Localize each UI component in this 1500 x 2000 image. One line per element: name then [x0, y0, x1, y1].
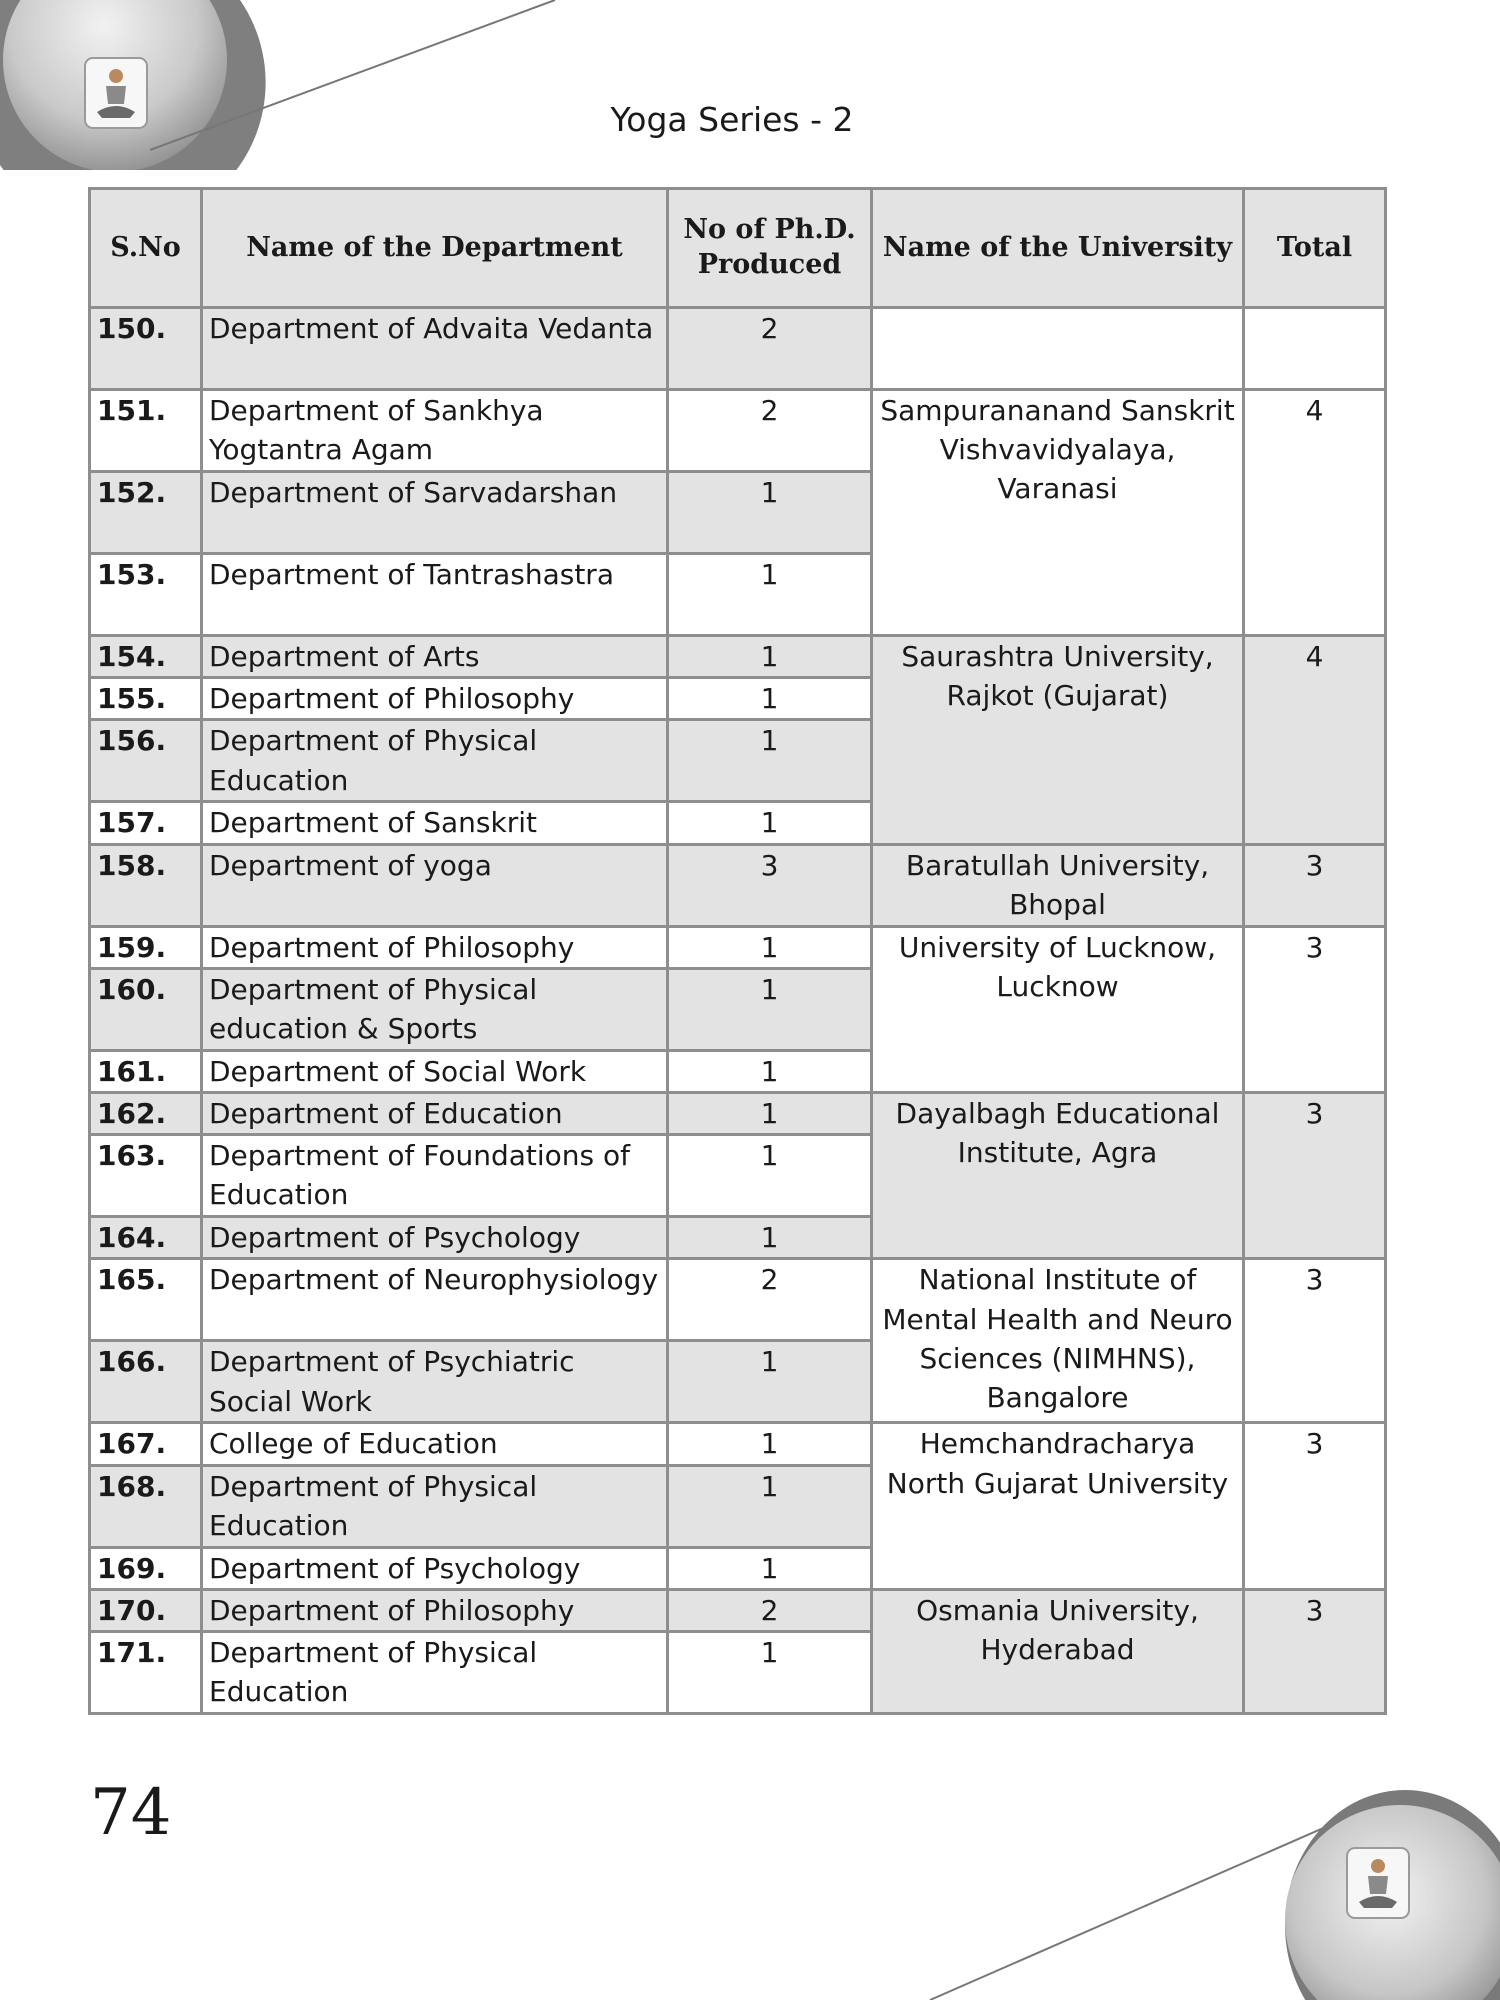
department-cell: Department of Social Work	[202, 1050, 668, 1092]
yoga-meditation-icon	[1347, 1848, 1409, 1918]
department-cell: Department of Foundations of Education	[202, 1135, 668, 1217]
sno-cell: 155.	[90, 678, 202, 720]
phd-count-cell: 1	[668, 636, 872, 678]
sno-cell: 163.	[90, 1135, 202, 1217]
university-cell: Baratullah University, Bhopal	[872, 844, 1244, 926]
sno-cell: 171.	[90, 1631, 202, 1713]
column-header-university: Name of the University	[872, 189, 1244, 308]
sno-cell: 158.	[90, 844, 202, 926]
phd-count-cell: 1	[668, 1217, 872, 1259]
phd-count-cell: 1	[668, 1135, 872, 1217]
column-header-department: Name of the Department	[202, 189, 668, 308]
total-cell: 3	[1244, 926, 1386, 1092]
total-cell: 4	[1244, 390, 1386, 636]
sno-cell: 165.	[90, 1259, 202, 1341]
department-cell: Department of Arts	[202, 636, 668, 678]
university-cell: Saurashtra University, Rajkot (Gujarat)	[872, 636, 1244, 845]
phd-count-cell: 2	[668, 390, 872, 472]
total-cell	[1244, 308, 1386, 390]
phd-count-cell: 1	[668, 678, 872, 720]
university-cell: Dayalbagh Educational Institute, Agra	[872, 1092, 1244, 1258]
table-row	[90, 926, 1386, 968]
column-header-phd-produced: No of Ph.D. Produced	[668, 189, 872, 308]
column-header-sno: S.No	[90, 189, 202, 308]
phd-count-cell: 1	[668, 1631, 872, 1713]
table-header-row	[90, 189, 1386, 308]
phd-count-cell: 2	[668, 308, 872, 390]
phd-count-cell: 1	[668, 926, 872, 968]
university-cell: University of Lucknow, Lucknow	[872, 926, 1244, 1092]
department-cell: College of Education	[202, 1423, 668, 1465]
total-cell: 3	[1244, 1259, 1386, 1423]
phd-count-cell: 2	[668, 1589, 872, 1631]
phd-count-cell: 1	[668, 1341, 872, 1423]
department-cell: Department of yoga	[202, 844, 668, 926]
university-cell	[872, 308, 1244, 390]
total-cell: 4	[1244, 636, 1386, 845]
page-number: 74	[90, 1776, 172, 1850]
sno-cell: 156.	[90, 720, 202, 802]
sno-cell: 170.	[90, 1589, 202, 1631]
table-row	[90, 1092, 1386, 1134]
phd-count-cell: 1	[668, 554, 872, 636]
table-row	[90, 636, 1386, 678]
department-cell: Department of Physical education & Sports	[202, 968, 668, 1050]
sno-cell: 167.	[90, 1423, 202, 1465]
department-cell: Department of Sarvadarshan	[202, 472, 668, 554]
phd-departments-table	[88, 187, 1387, 1715]
university-cell: National Institute of Mental Health and Neuro Sciences (NIMHNS), Bangalore	[872, 1259, 1244, 1423]
sno-cell: 166.	[90, 1341, 202, 1423]
sno-cell: 161.	[90, 1050, 202, 1092]
table-row	[90, 390, 1386, 472]
sno-cell: 157.	[90, 802, 202, 844]
total-cell: 3	[1244, 844, 1386, 926]
phd-count-cell: 2	[668, 1259, 872, 1341]
sno-cell: 159.	[90, 926, 202, 968]
sno-cell: 151.	[90, 390, 202, 472]
column-header-total: Total	[1244, 189, 1386, 308]
department-cell: Department of Physical Education	[202, 1631, 668, 1713]
university-cell: Hemchandracharya North Gujarat University	[872, 1423, 1244, 1589]
total-cell: 3	[1244, 1423, 1386, 1589]
sno-cell: 153.	[90, 554, 202, 636]
university-cell: Sampurananand Sanskrit Vishvavidyalaya, Varanasi	[872, 390, 1244, 636]
department-cell: Department of Philosophy	[202, 1589, 668, 1631]
department-cell: Department of Psychiatric Social Work	[202, 1341, 668, 1423]
phd-count-cell: 1	[668, 1050, 872, 1092]
phd-count-cell: 3	[668, 844, 872, 926]
top-left-corner-decoration	[0, 0, 560, 170]
table-row	[90, 308, 1386, 390]
bottom-right-corner-decoration	[800, 1770, 1500, 2000]
department-cell: Department of Psychology	[202, 1217, 668, 1259]
sno-cell: 152.	[90, 472, 202, 554]
sno-cell: 162.	[90, 1092, 202, 1134]
department-cell: Department of Physical Education	[202, 720, 668, 802]
department-cell: Department of Sanskrit	[202, 802, 668, 844]
department-cell: Department of Sankhya Yogtantra Agam	[202, 390, 668, 472]
phd-count-cell: 1	[668, 802, 872, 844]
sno-cell: 160.	[90, 968, 202, 1050]
table-row	[90, 1259, 1386, 1341]
phd-count-cell: 1	[668, 968, 872, 1050]
phd-count-cell: 1	[668, 720, 872, 802]
sno-cell: 150.	[90, 308, 202, 390]
department-cell: Department of Psychology	[202, 1547, 668, 1589]
total-cell: 3	[1244, 1589, 1386, 1713]
sno-cell: 169.	[90, 1547, 202, 1589]
department-cell: Department of Physical Education	[202, 1465, 668, 1547]
phd-count-cell: 1	[668, 1465, 872, 1547]
sno-cell: 164.	[90, 1217, 202, 1259]
phd-count-cell: 1	[668, 472, 872, 554]
table-row	[90, 1423, 1386, 1465]
series-title: Yoga Series - 2	[610, 100, 854, 139]
phd-count-cell: 1	[668, 1423, 872, 1465]
phd-count-cell: 1	[668, 1547, 872, 1589]
university-cell: Osmania University, Hyderabad	[872, 1589, 1244, 1713]
phd-count-cell: 1	[668, 1092, 872, 1134]
table-row	[90, 1589, 1386, 1631]
department-cell: Department of Neurophysiology	[202, 1259, 668, 1341]
sno-cell: 168.	[90, 1465, 202, 1547]
department-cell: Department of Advaita Vedanta	[202, 308, 668, 390]
department-cell: Department of Philosophy	[202, 678, 668, 720]
department-cell: Department of Education	[202, 1092, 668, 1134]
department-cell: Department of Philosophy	[202, 926, 668, 968]
department-cell: Department of Tantrashastra	[202, 554, 668, 636]
sno-cell: 154.	[90, 636, 202, 678]
total-cell: 3	[1244, 1092, 1386, 1258]
table-row	[90, 844, 1386, 926]
